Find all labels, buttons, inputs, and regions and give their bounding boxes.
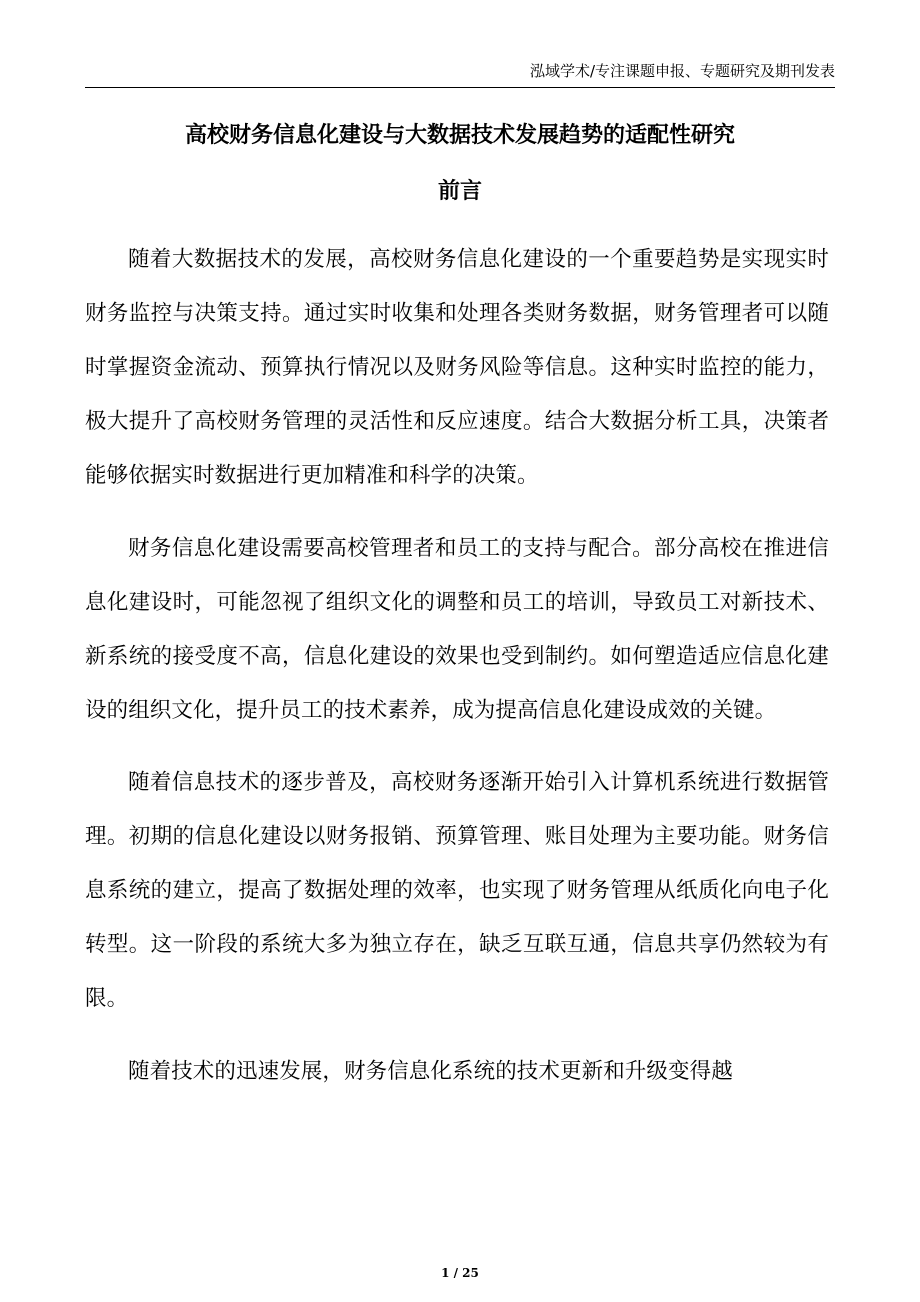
- page-number: 1 / 25: [441, 1266, 479, 1280]
- document-title: 高校财务信息化建设与大数据技术发展趋势的适配性研究: [184, 123, 735, 148]
- paragraph: 随着大数据技术的发展，高校财务信息化建设的一个重要趋势是实现实时财务监控与决策支持。通过实时收集和处理各类财务数据，财务管理者可以随时掌握资金流动、预算执行情况以及财务风险等信息。这种实时监控的能力，极大提升了高校财务管理的灵活性和反应速度。结合大数据分析工具，决策者能够依据实时数据进行更加精准和科学的决策。: [85, 247, 829, 488]
- section-heading: 前言: [437, 179, 482, 204]
- header-divider: [85, 87, 835, 88]
- document-body: [85, 233, 829, 1117]
- paragraph: 财务信息化建设需要高校管理者和员工的支持与配合。部分高校在推进信息化建设时，可能忽视了组织文化的调整和员工的培训，导致员工对新技术、新系统的接受度不高，信息化建设的效果也受到制约。如何塑造适应信息化建设的组织文化，提升员工的技术素养，成为提高信息化建设成效的关键。: [85, 535, 829, 723]
- paragraph: 随着信息技术的逐步普及，高校财务逐渐开始引入计算机系统进行数据管理。初期的信息化建设以财务报销、预算管理、账目处理为主要功能。财务信息系统的建立，提高了数据处理的效率，也实现了财务管理从纸质化向电子化转型。这一阶段的系统大多为独立存在，缺乏互联互通，信息共享仍然较为有限。: [85, 770, 829, 1011]
- paragraph: 随着技术的迅速发展，财务信息化系统的技术更新和升级变得越: [128, 1058, 733, 1084]
- page-header: 泓域学术/专注课题申报、专题研究及期刊发表: [529, 62, 835, 80]
